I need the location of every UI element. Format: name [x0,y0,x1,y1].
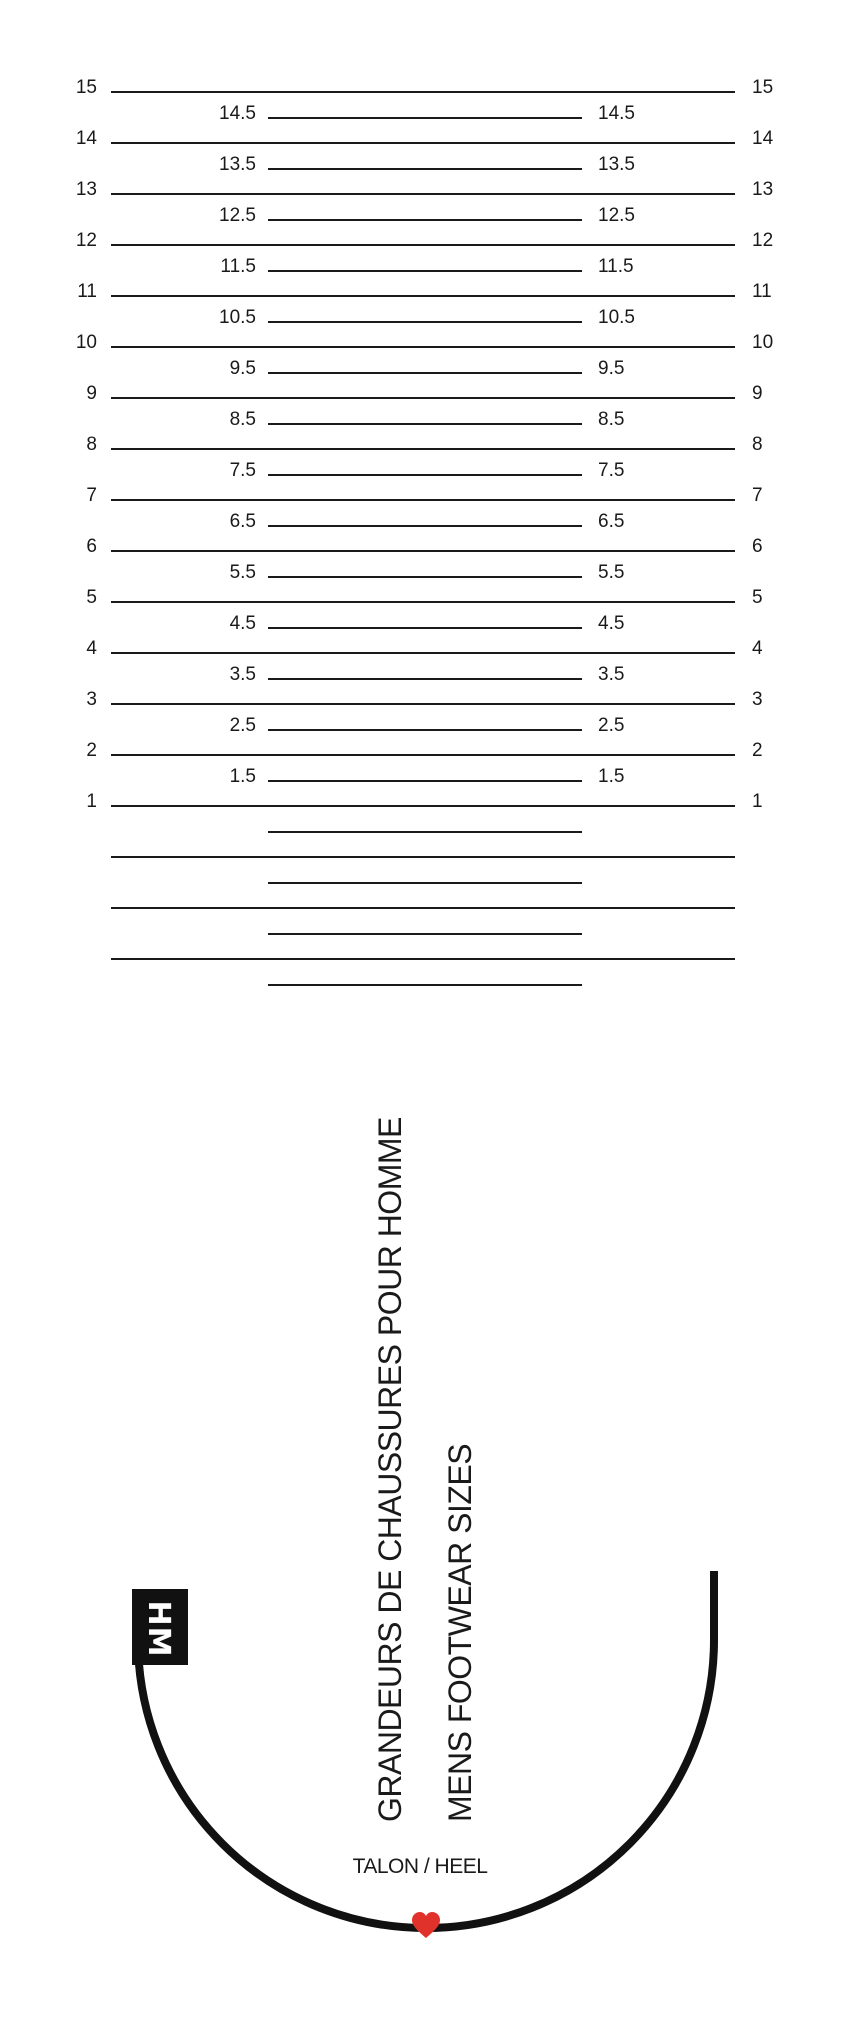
size-label-left: 9 [86,383,97,404]
size-line-half [268,729,582,731]
half-size-label-left: 14.5 [219,102,256,124]
size-line-whole [111,601,735,603]
size-label-right: 1 [752,791,763,812]
size-line-half [268,168,582,170]
title-english: MENS FOOTWEAR SIZES [442,1443,478,1822]
guide-line-half [268,984,582,986]
half-size-label-right: 11.5 [598,255,634,277]
half-size-label-left: 3.5 [229,663,256,685]
size-label-right: 9 [752,383,763,404]
half-size-label-left: 1.5 [229,765,256,787]
half-size-label-left: 4.5 [229,612,256,634]
half-size-label-left: 7.5 [229,459,256,481]
size-label-right: 14 [752,128,774,149]
half-size-label-left: 8.5 [229,408,256,430]
title-french: GRANDEURS DE CHAUSSURES POUR HOMME [372,1117,408,1822]
guide-line-half [268,882,582,884]
size-line-half [268,780,582,782]
half-size-label-right: 4.5 [598,612,625,634]
logo-text: HM [141,1600,176,1658]
size-line-whole [111,346,735,348]
size-line-half [268,117,582,119]
size-line-whole [111,754,735,756]
half-size-label-right: 6.5 [598,510,625,532]
size-label-left: 8 [86,434,97,455]
size-line-whole [111,142,735,144]
size-label-left: 14 [75,128,97,149]
heel-section [0,1000,861,2023]
size-label-left: 12 [75,230,97,251]
size-line-whole [111,550,735,552]
half-size-label-left: 9.5 [229,357,256,379]
size-line-whole [111,448,735,450]
size-label-right: 3 [752,689,763,710]
size-label-right: 2 [752,740,763,761]
size-label-left: 1 [86,791,97,812]
size-label-left: 2 [86,740,97,761]
size-label-left: 15 [75,77,97,98]
guide-line-half [268,831,582,833]
size-label-right: 8 [752,434,763,455]
size-ruler [0,0,861,1000]
half-size-label-left: 10.5 [219,306,256,328]
half-size-label-left: 12.5 [219,204,256,226]
size-line-whole [111,397,735,399]
size-line-half [268,372,582,374]
half-size-label-left: 6.5 [229,510,256,532]
size-line-half [268,627,582,629]
size-label-left: 7 [86,485,97,506]
size-label-right: 10 [752,332,774,353]
size-line-half [268,321,582,323]
size-line-whole [111,703,735,705]
half-size-label-right: 7.5 [598,459,625,481]
size-line-half [268,474,582,476]
guide-line-whole [111,958,735,960]
brand-logo [132,1589,188,1665]
size-label-right: 11 [752,281,772,302]
size-line-half [268,219,582,221]
size-label-right: 6 [752,536,763,557]
size-line-half [268,423,582,425]
size-line-whole [111,652,735,654]
half-size-label-right: 1.5 [598,765,625,787]
size-line-half [268,678,582,680]
half-size-label-left: 2.5 [229,714,256,736]
half-size-label-right: 3.5 [598,663,625,685]
size-line-whole [111,244,735,246]
size-line-whole [111,805,735,807]
size-line-half [268,576,582,578]
size-label-right: 5 [752,587,763,608]
size-label-left: 5 [86,587,97,608]
half-size-label-right: 9.5 [598,357,625,379]
half-size-label-right: 10.5 [598,306,635,328]
size-line-whole [111,193,735,195]
size-label-right: 13 [752,179,774,200]
half-size-label-right: 13.5 [598,153,635,175]
guide-line-whole [111,856,735,858]
half-size-label-right: 14.5 [598,102,635,124]
half-size-label-left: 13.5 [219,153,256,175]
heel-label: TALON / HEEL [352,1855,488,1878]
heart-icon [412,1912,440,1938]
size-line-whole [111,91,735,93]
half-size-label-right: 5.5 [598,561,625,583]
size-line-half [268,270,582,272]
guide-line-whole [111,907,735,909]
size-label-left: 11 [77,281,97,302]
half-size-label-left: 11.5 [220,255,256,277]
size-label-left: 6 [86,536,97,557]
size-line-whole [111,295,735,297]
size-label-left: 13 [75,179,97,200]
half-size-label-left: 5.5 [229,561,256,583]
size-label-left: 10 [75,332,97,353]
size-label-right: 4 [752,638,763,659]
size-line-whole [111,499,735,501]
half-size-label-right: 12.5 [598,204,635,226]
guide-line-half [268,933,582,935]
size-label-left: 4 [86,638,97,659]
half-size-label-right: 2.5 [598,714,625,736]
size-label-right: 7 [752,485,763,506]
size-label-right: 15 [752,77,774,98]
size-line-half [268,525,582,527]
half-size-label-right: 8.5 [598,408,625,430]
size-label-left: 3 [86,689,97,710]
size-label-right: 12 [752,230,774,251]
